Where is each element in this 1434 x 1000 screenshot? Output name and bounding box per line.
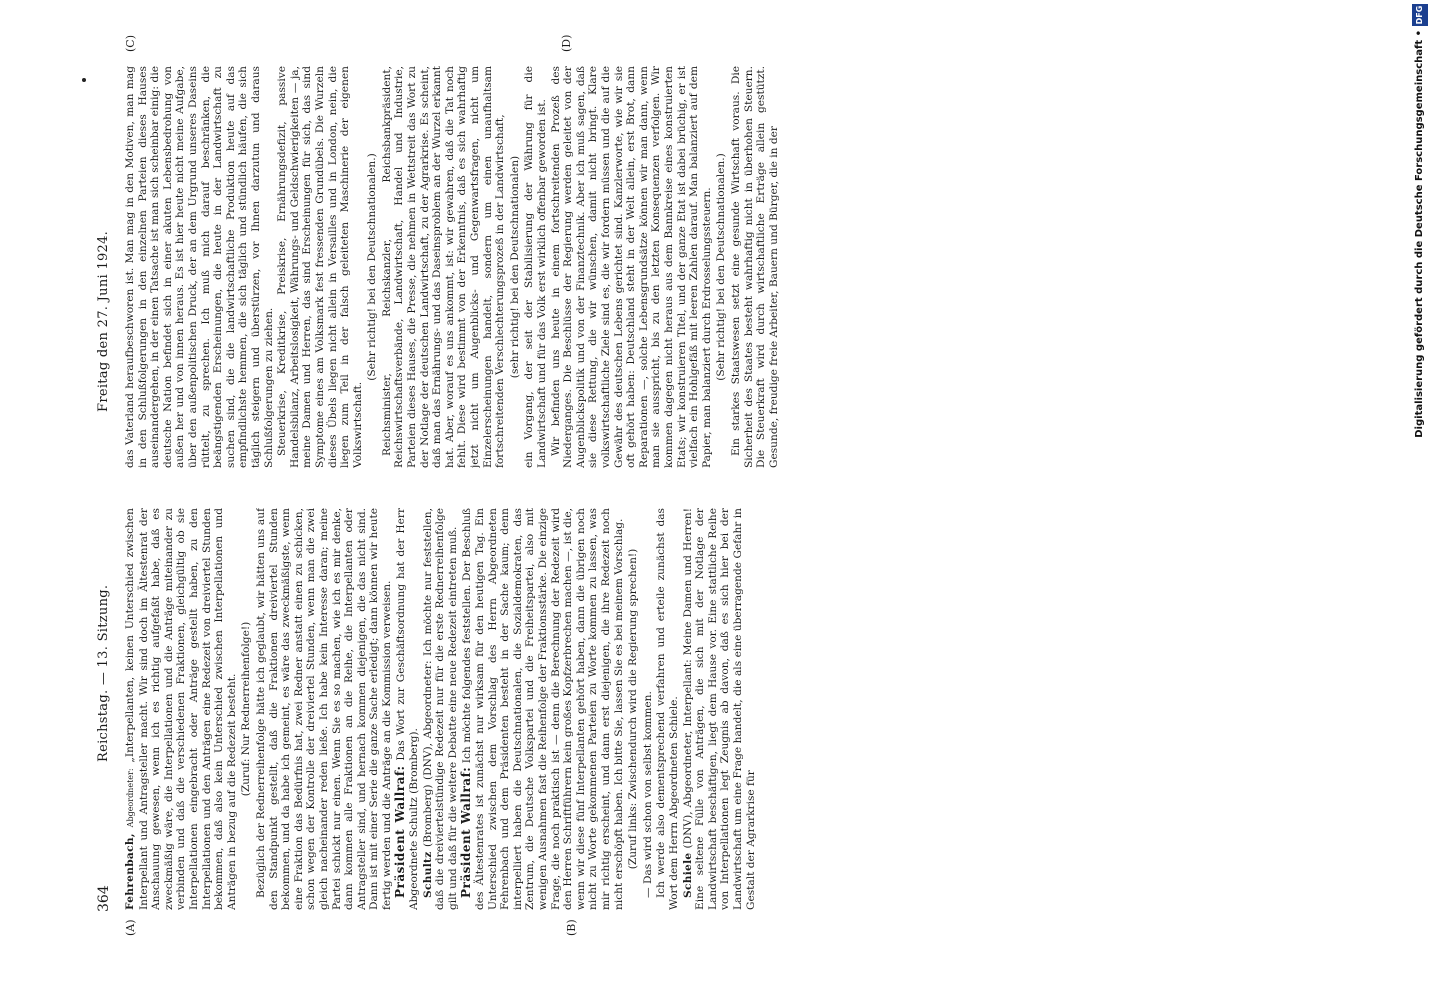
paragraph: Wir befinden uns heute in einem fortschreitenden Prozeß des Niederganges. Die Beschlüsse der Regierung werden geleitet von der Augenblickspolitik und von der Finanztechnik. Aber ich muß sagen, daß sie diese Rettung, die wir wünschen, damit nicht bringt. Klare volkswirtschaftliche Ziele sind es, die wir fordern müssen und die auf die Gewähr des deutschen Lebens gerichtet sind. Kanzlerworte, wie wir sie oft gehört haben: Deutschland steht in der Welt allein, erst Brot, dann Reparationen —, solche Lebensgrundsätze können wir man dann, wenn man sie ausspricht, bis zu den letzten Konsequenzen verfolgen. Wir kommen dagegen nicht heraus aus dem Bannkreise eines konstruierten Etats; wir konstruieren Titel, und der ganze Etat ist dabei brüchig, er ist vielfach ein Hohlgefäß mit leeren Zahlen darauf. Man balanziert auf dem Papier, man balanziert durch Erdrosselungssteuern. — [549, 66, 713, 468]
header-left-title: Reichstag. — 13. Sitzung. — [96, 584, 111, 762]
speaker-name: Schultz — [421, 851, 434, 898]
paragraph: Steuerkrise, Kreditkrise, Preiskrise, Ernährungsdefizit, passive Handelsbilanz, Arbeitslosigkeit, Währungs- und Geldschwierigkeiten — ja, meine Damen und Herren, das sind Erscheinungen für sich, das sind Symptome eines am Volksmark fest fressenden Grundübels. Die Wurzeln dieses Übels liegen nicht allein in Versailles und in London, nein, die liegen zum Teil in der falsch geleiteten Maschinerie der eigenen Volkswirtschaft. — [276, 66, 364, 468]
paragraph — [124, 508, 238, 910]
paragraph — [460, 508, 625, 910]
page-header — [96, 72, 120, 912]
interjection: (Zuruf: Nur Rednerreihenfolge!) — [240, 621, 253, 797]
paragraph: Ich werde also dementsprechend verfahren und erteile zunächst das Wort dem Herrn Abgeordneten Schiele. — [655, 508, 680, 910]
paragraph: — Das wird schon von selbst kommen. — [641, 691, 654, 898]
paragraph-text: (Bromberg) (DNV), Abgeordneter: Ich möchte nur feststellen, daß die dreiviertelstündige Redezeit nur für die erste Rednerreihenfolge gilt und daß für die weitere Debatte eine neue Redezeit eintreten muß. — [421, 508, 459, 910]
paragraph — [422, 508, 460, 910]
paragraph: Reichsminister, Reichskanzler, Reichsbankpräsident, Reichswirtschaftsverbände, Landwirtschaft, Handel und Industrie, Parteien dieses Hauses, die Presse, die nehmen in Wettstreit das Wort zu der Notlage der deutschen Landwirtschaft, zu der Agrarkrise. Es scheint, daß man das Ernährungs- und das Daseinsproblem an der Wurzel erkannt hat. Aber, worauf es uns ankommt, ist: wir gewahren, daß die Tat noch fehlt. Diese wird bestimmt von der Erkenntnis, daß es sich wahrhaftig jetzt nicht um Augenblicks- und Gegenwartsfragen, nicht um Einzelerscheinungen handelt, sondern um einen unaufhaltsam fortschreitenden Verschlechterungsprozeß in der Landwirtschaft, — [380, 66, 507, 468]
interjection: (Zuruf links: Zwischendurch wird die Regierung sprechen!) — [627, 548, 640, 870]
speaker-name: Präsident Wallraf: — [459, 766, 474, 898]
margin-mark-d: (D) — [560, 34, 573, 52]
paragraph: Bezüglich der Rednerreihenfolge hätte ich geglaubt, wir hätten uns auf den Standpunkt gestellt, daß die Fraktionen dreiviertel Stunden bekommen, und da habe ich gemeint, es wäre das zweckmäßigste, wenn eine Fraktion das Bedürfnis hat, zwei Redner anstatt einen zu schicken, schon wegen der Kontrolle der dreiviertel Stunden, wenn man die zwei gleich nacheinander reden ließe. Ich habe kein Interesse daran; meine Partei schickt nur einen. Wenn Sie es so machen, wie ich es mir denke, dann kommen alle Fraktionen an die Reihe, die Interpellanten oder Antragsteller sind, und hernach kommen diejenigen, die das nicht sind. Dann ist mit einer Serie die ganze Sache erledigt; dann können wir heute fertig werden und die Anträge an die Kommission verweisen. — [254, 508, 393, 910]
paragraph: das Vaterland heraufbeschworen ist. Man mag in den Motiven, man mag in den Schlußfolgerungen in den einzelnen Parteien dieses Hauses auseinandergehen, in der einen Tatsache ist man sich scheinbar einig: die deutsche Nation befindet sich in einer akuten Lebensbedrohung von außen her und von innen heraus. Es ist hier heute nicht meine Aufgabe, über den außenpolitischen Druck, der an dem Urgrund unseres Daseins rüttelt, zu sprechen. Ich muß mich darauf beschränken, die beängstigenden Erscheinungen, die heute in der Landwirtschaft zu suchen sind, die die landwirtschaftliche Produktion heute auf das empfindlichste hemmen, die sich täglich und stündlich häufen, die sich täglich steigern und überstürzen, vor Ihnen darzutun und daraus Schlußfolgerungen zu ziehen. — [124, 66, 275, 468]
left-column — [124, 508, 924, 910]
digitization-text: Digitalisierung gefördert durch die Deutsche Forschungsgemeinschaft • — [1414, 30, 1425, 438]
paragraph: ein Vorgang, der seit der Stabilisierung der Währung für die Landwirtschaft und für das Volk erst wirklich offenbar geworden ist. — [523, 66, 548, 468]
speaker-name: Schiele — [681, 852, 694, 898]
margin-mark-b: (B) — [565, 919, 578, 936]
interjection: (sehr richtig! bei den Deutschnationalen) — [508, 155, 521, 379]
dfg-logo: DFG — [1412, 4, 1428, 26]
paragraph-text: (DNV), Abgeordneter, Interpellant: Meine Damen und Herren! Eine seltene Fülle von Anträgen, die sich mit der Notlage der Landwirtschaft beschäftigen, liegt dem Hause vor. Eine stattliche Reihe von Interpellationen legt Zeugnis ab davon, daß es sich hier bei der Landwirtschaft um eine Frage handelt, die als eine überragende Gefahr in Gestalt der Agrarkrise für — [681, 508, 757, 910]
right-column — [124, 66, 924, 468]
interjection: (Sehr richtig! bei den Deutschnationalen.) — [366, 153, 379, 381]
speaker-name: Fehrenbach, — [124, 833, 136, 910]
paragraph-text: Ich möchte folgendes feststellen. Der Beschluß des Ältestenrates ist zunächst nur wirksam für den heutigen Tag. Ein Unterschied zwischen dem Vorschlag des Herrn Abgeordneten Fehrenbach und dem Präsidenten besteht in der Sache kaum; denn interpelliert haben die Deutschnationalen, die Sozialdemokraten, das Zentrum, die Deutsche Volkspartei und die Freiheitspartei, also mit wenigen Ausnahmen fast die Reihenfolge der Fraktionsstärke. Die einzige Frage, die noch praktisch ist — denn die Berechnung der Redezeit wird den Herren Schriftführern kein großes Kopfzerbrechen machen —, ist die, wenn wir diese fünf Interpellanten gehört haben, dann die übrigen noch nicht zu Worte gekommenen Parteien zu Worte kommen zu lassen, was mir richtig erscheint, und dann erst diejenigen, die ihre Redezeit noch nicht erschöpft haben. Ich bitte Sie, lassen Sie es bei meinem Vorschlag. — [461, 508, 625, 910]
header-right-title: Freitag den 27. Juni 1924. — [96, 230, 111, 412]
speaker-name: Präsident Wallraf: — [393, 765, 408, 898]
paragraph-text: „Interpellanten, keinen Unterschied zwischen Interpellant und Antragsteller macht. Wir sind doch im Ältestenrat der Anschauung gewesen, wenn ich es richtig aufgefaßt habe, daß es zweckmäßig wäre, die Interpellationen und die Anträge miteinander zu verbinden und daß die verschiedenen Fraktionen, gleichgültig ob sie Interpellationen eingebracht oder Anträge gestellt haben, zu den Interpellationen und den Anträgen eine Redezeit von dreiviertel Stunden bekommen, daß also kein Unterschied zwischen Interpellationen und Anträgen in bezug auf die Redezeit besteht. — [124, 508, 238, 910]
paragraph — [394, 508, 420, 910]
paragraph-text: Das Wort zur Geschäftsordnung hat der Herr Abgeordnete Schultz (Bromberg). — [395, 508, 421, 910]
margin-mark-a: (A) — [124, 919, 137, 936]
header-dot — [82, 78, 86, 82]
paragraph — [682, 508, 758, 910]
page-number: 364 — [96, 885, 112, 912]
paragraph: Ein starkes Staatswesen setzt eine gesunde Wirtschaft voraus. Die Sicherheit des Staates besteht wahrhaftig nicht in überhohen Steuern. Die Steuerkraft wird durch wirtschaftliche Erträge allein gestützt. Gesunde, freudige freie Arbeiter, Bauern und Bürger, die in der — [729, 66, 780, 468]
margin-mark-c: (C) — [124, 35, 137, 52]
speaker-note: Abgeordneter: — [126, 768, 135, 828]
digitization-note — [1410, 0, 1432, 1000]
interjection: (Sehr richtig! bei den Deutschnationalen.) — [715, 153, 728, 381]
